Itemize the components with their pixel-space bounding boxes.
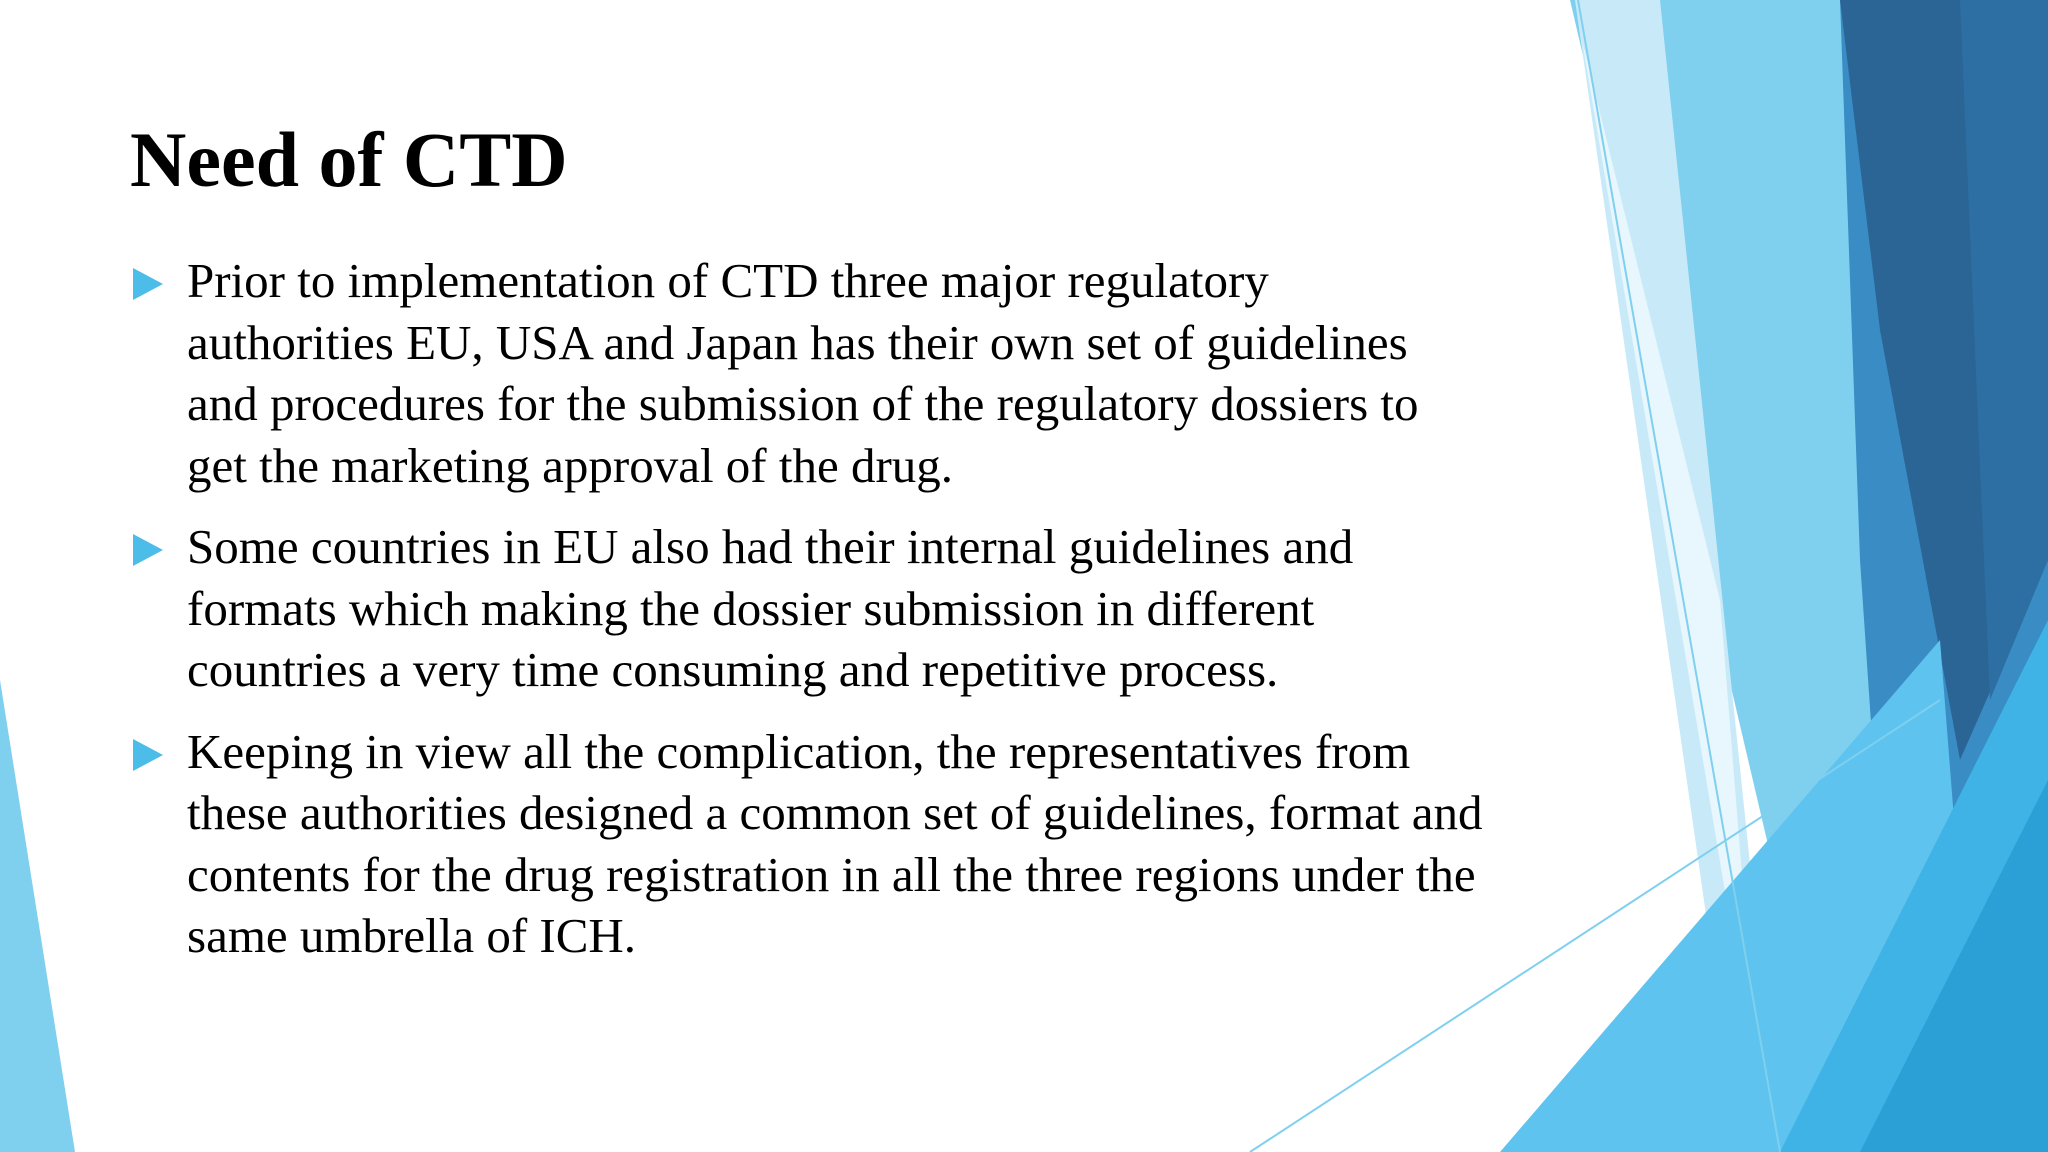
bullet-line: these authorities designed a common set of guidelines, format and (187, 785, 1483, 840)
left-edge-triangle (0, 680, 75, 1152)
bullet-item (130, 516, 1550, 701)
bullet-arrow-icon (133, 739, 163, 771)
bullet-text (187, 516, 1550, 701)
bullet-line: formats which making the dossier submission in different (187, 580, 1315, 636)
bullet-line: contents for the drug registration in all the three regions under the (187, 846, 1476, 902)
bullet-line: get the marketing approval of the drug. (187, 437, 954, 493)
bullet-list (130, 250, 1550, 987)
bullet-text (187, 250, 1550, 496)
bullet-line: Keeping in view all the complication, the representatives from (187, 723, 1411, 779)
bullet-item (130, 721, 1550, 967)
bullet-item (130, 250, 1550, 496)
bullet-line: countries a very time consuming and repetitive process. (187, 642, 1279, 697)
bullet-arrow-icon (133, 534, 163, 566)
slide-title: Need of CTD (130, 116, 568, 203)
bullet-line: Prior to implementation of CTD three major regulatory (187, 253, 1269, 308)
bullet-line: same umbrella of ICH. (187, 908, 637, 963)
bullet-line: and procedures for the submission of the regulatory dossiers to (187, 376, 1419, 431)
bullet-line: authorities EU, USA and Japan has their own set of guidelines (187, 314, 1408, 370)
bullet-line: Some countries in EU also had their internal guidelines and (187, 519, 1354, 574)
bullet-arrow-icon (133, 268, 163, 300)
bullet-text (187, 721, 1550, 967)
